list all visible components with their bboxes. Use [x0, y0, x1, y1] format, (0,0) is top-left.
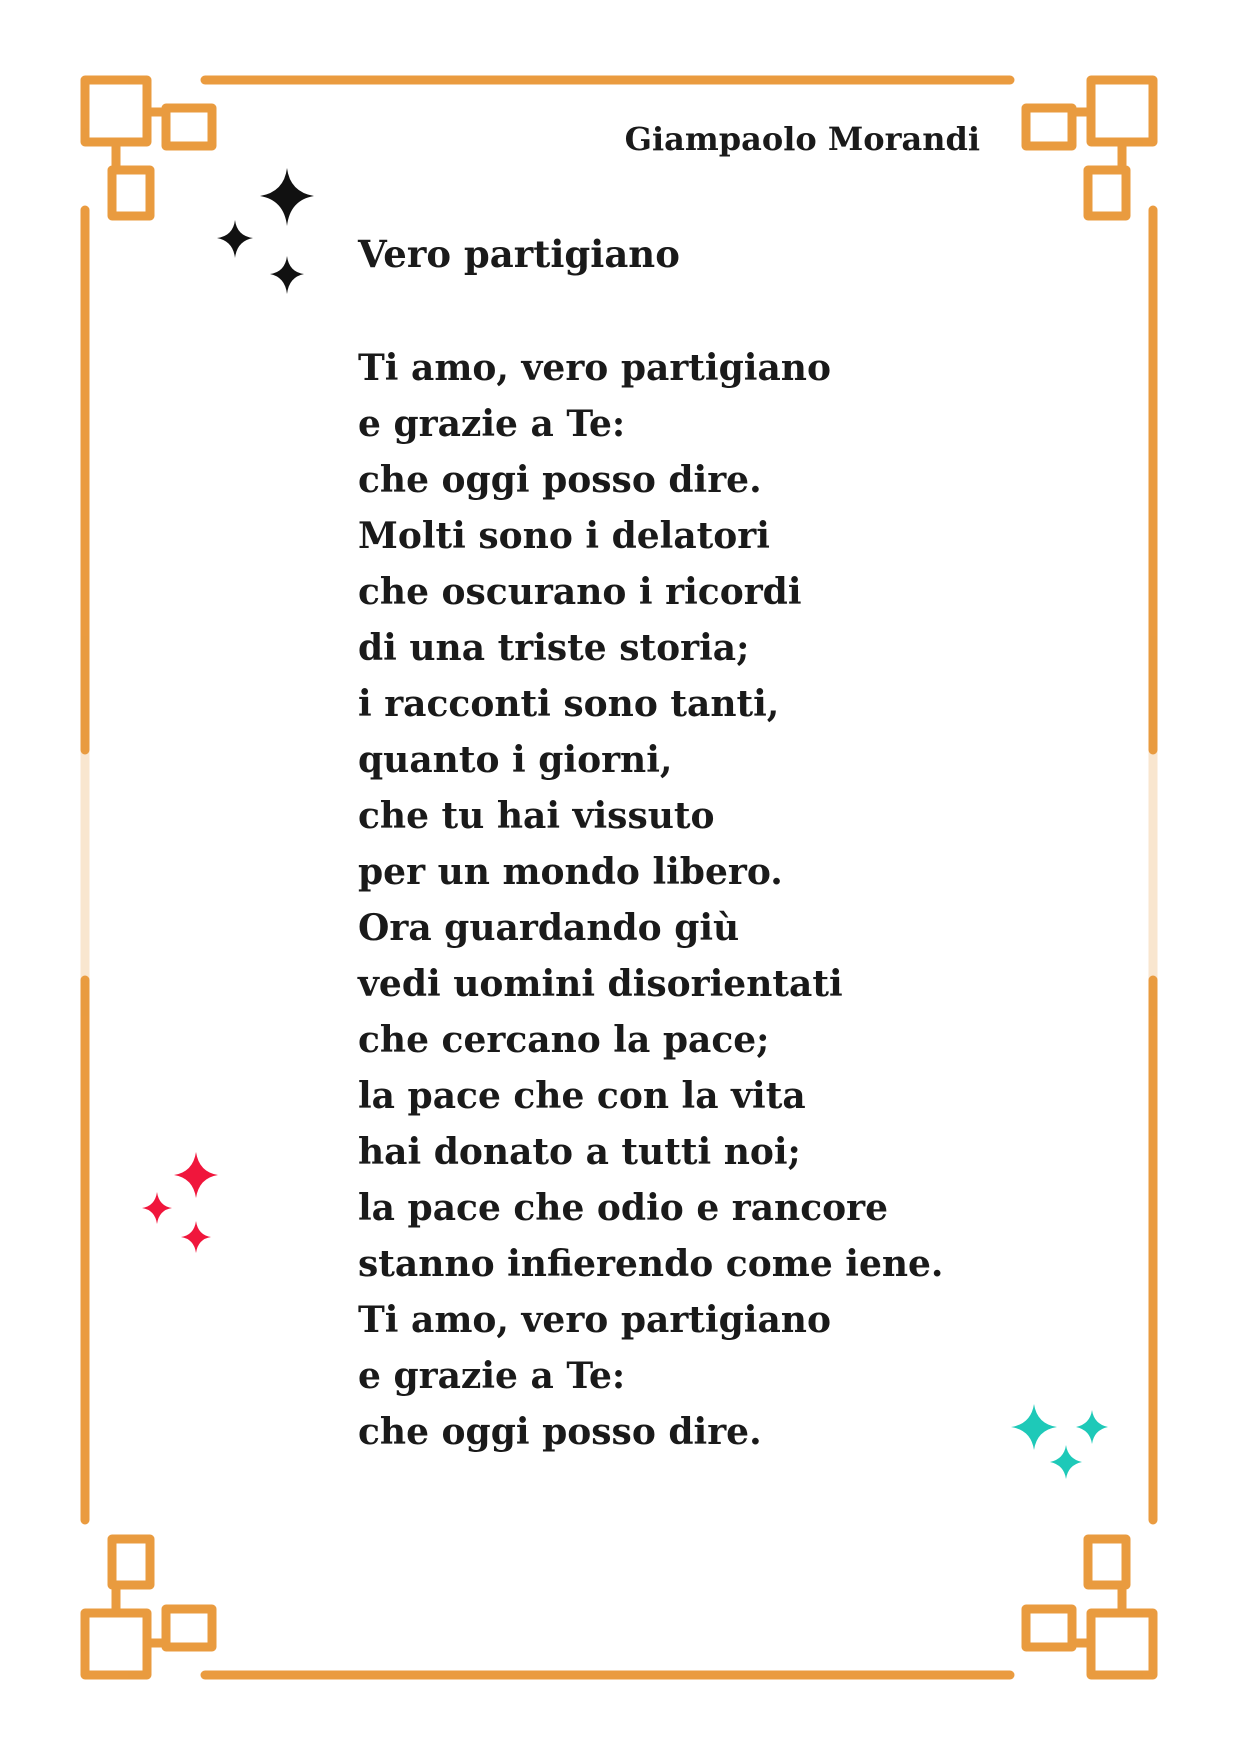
poem-line: la pace che odio e rancore — [358, 1187, 889, 1229]
sparkle-icon — [1011, 1404, 1057, 1450]
poem-line: hai donato a tutti noi; — [358, 1131, 801, 1173]
poem-line: Ti amo, vero partigiano — [358, 1299, 831, 1341]
sparkle-icon — [181, 1221, 211, 1253]
corner-ornament-bottom-left — [85, 1539, 212, 1675]
poem-line: vedi uomini disorientati — [358, 963, 843, 1005]
sparkle-icon — [270, 256, 304, 294]
author-name: Giampaolo Morandi — [624, 120, 980, 158]
poem-line: la pace che con la vita — [358, 1075, 806, 1117]
sparkle-icon — [260, 168, 314, 226]
sparkle-icon-group-red — [142, 1152, 218, 1253]
sparkle-icon-group-black — [217, 168, 314, 294]
poem-line: che cercano la pace; — [358, 1019, 770, 1061]
poem-line: e grazie a Te: — [358, 403, 626, 445]
sparkle-icon — [1076, 1410, 1108, 1444]
poem-line: quanto i giorni, — [358, 739, 673, 781]
sparkle-icon — [217, 220, 253, 258]
poem-line: che oscurano i ricordi — [358, 571, 802, 613]
poem-line: per un mondo libero. — [358, 851, 783, 893]
sparkle-icon — [1050, 1445, 1082, 1479]
corner-ornament-top-right — [1026, 80, 1153, 216]
poem-line: Ti amo, vero partigiano — [358, 347, 831, 389]
poem-line: i racconti sono tanti, — [358, 683, 780, 725]
poem-body — [358, 340, 943, 1460]
poem-line: che oggi posso dire. — [358, 459, 762, 501]
poem-line: Ora guardando giù — [358, 907, 740, 949]
corner-ornament-top-left — [85, 80, 212, 216]
poem-line: che tu hai vissuto — [358, 795, 715, 837]
sparkle-icon-group-teal — [1011, 1404, 1108, 1479]
poem-title: Vero partigiano — [358, 232, 680, 276]
poem-line: e grazie a Te: — [358, 1355, 626, 1397]
poem-line: stanno infierendo come iene. — [358, 1243, 944, 1285]
sparkle-icon — [174, 1152, 218, 1198]
poem-line: Molti sono i delatori — [358, 515, 770, 557]
sparkle-icon — [142, 1192, 172, 1224]
poem-line: che oggi posso dire. — [358, 1411, 762, 1453]
corner-ornament-bottom-right — [1026, 1539, 1153, 1675]
poem-line: di una triste storia; — [358, 627, 750, 669]
